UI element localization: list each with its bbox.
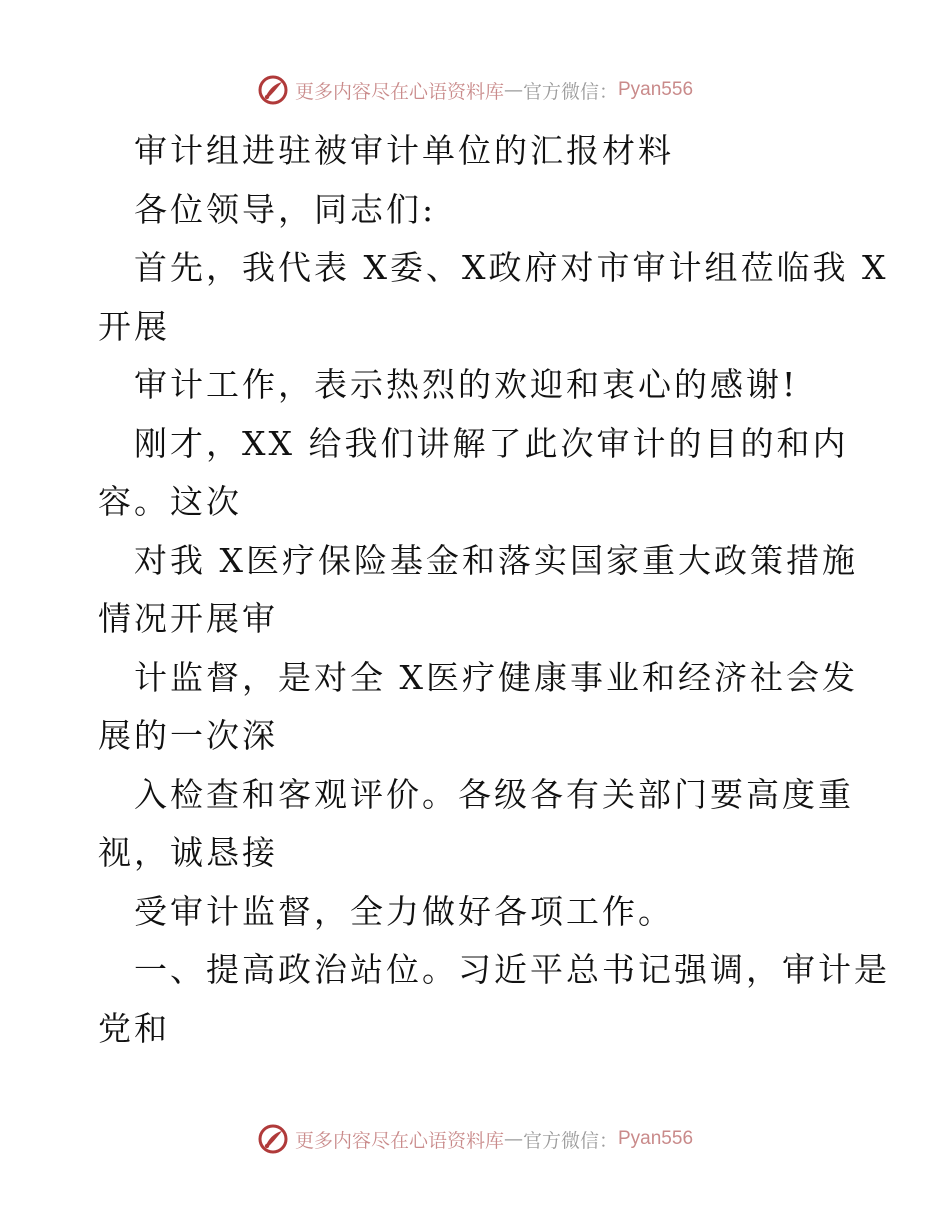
watermark-wechat-id: Pyan556 bbox=[618, 1128, 694, 1149]
document-title: 审计组进驻被审计单位的汇报材料 bbox=[134, 131, 674, 170]
paragraph-line: 对我 X医疗保险基金和落实国家重大政策措施 bbox=[134, 540, 858, 580]
watermark-separator: — bbox=[503, 1128, 523, 1150]
paragraph-line: 展的一次深 bbox=[98, 716, 278, 755]
paragraph-line: 审计工作，表示热烈的欢迎和衷心的感谢! bbox=[134, 365, 799, 404]
paragraph-line: 情况开展审 bbox=[98, 599, 278, 638]
header-watermark bbox=[0, 72, 950, 108]
watermark-brand: 更多内容尽在心语资料库 bbox=[294, 80, 504, 103]
watermark-official-label: 官方微信： bbox=[522, 1129, 618, 1152]
watermark-separator: — bbox=[503, 79, 523, 101]
paragraph-line: 刚才，XX 给我们讲解了此次审计的目的和内 bbox=[134, 423, 849, 463]
paragraph-line: 一、提高政治站位。习近平总书记强调，审计是 bbox=[134, 950, 890, 989]
paragraph-line: 受审计监督，全力做好各项工作。 bbox=[134, 891, 674, 931]
paragraph-line: 计监督，是对全 X医疗健康事业和经济社会发 bbox=[134, 657, 858, 697]
watermark-official-label: 官方微信： bbox=[522, 80, 618, 103]
paragraph-line: 各位领导，同志们: bbox=[134, 189, 437, 229]
paragraph-line: 开展 bbox=[98, 306, 170, 346]
paragraph-line: 党和 bbox=[98, 1008, 170, 1048]
watermark-brand: 更多内容尽在心语资料库 bbox=[294, 1129, 504, 1152]
paragraph-line: 首先，我代表 X委、X政府对市审计组莅临我 X bbox=[134, 248, 889, 287]
paragraph-line: 容。这次 bbox=[98, 482, 242, 521]
paragraph-line: 视，诚恳接 bbox=[98, 833, 278, 872]
ink-brush-logo-icon bbox=[257, 74, 289, 106]
watermark-wechat-id: Pyan556 bbox=[618, 79, 694, 100]
paragraph-line: 入检查和客观评价。各级各有关部门要高度重 bbox=[134, 774, 854, 814]
document-body bbox=[98, 122, 890, 1058]
ink-brush-logo-icon bbox=[257, 1123, 289, 1155]
footer-watermark bbox=[0, 1121, 950, 1157]
